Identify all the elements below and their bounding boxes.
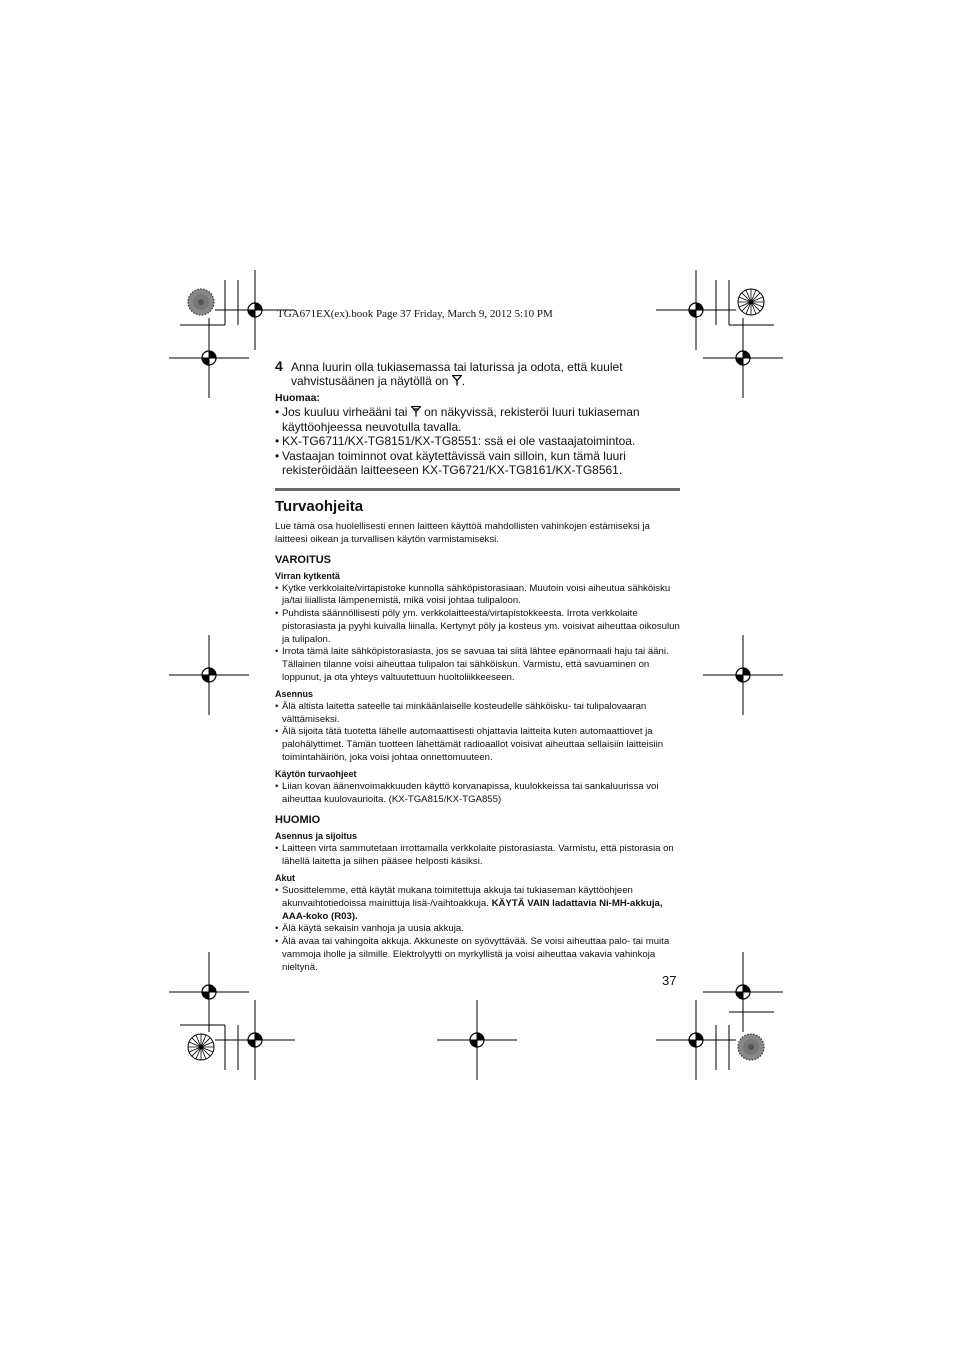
registration-mark-icon bbox=[169, 635, 249, 715]
power-list bbox=[275, 583, 680, 685]
install-heading: Asennus bbox=[275, 688, 314, 699]
color-target-icon bbox=[188, 289, 214, 315]
note-list bbox=[275, 405, 680, 478]
list-item: • Älä altista laitetta sateelle tai minkäänlaiselle kosteudelle sähköisku- tai tulipalovaaran välttämiseksi. bbox=[275, 701, 680, 727]
note-item: • Jos kuuluu virheääni tai on näkyvissä, rekisteröi luuri tukiaseman käyttöohjeessa neuvotulla tavalla. bbox=[275, 405, 680, 434]
section-title: Turvaohjeita bbox=[275, 497, 364, 515]
list-item: • Kytke verkkolaite/virtapistoke kunnolla sähköpistorasiaan. Muutoin voisi aiheutua sähköisku ja/tai liiallista lämpenemistä, mikä voisi johtaa tulipaloon. bbox=[275, 583, 680, 609]
placement-list bbox=[275, 843, 680, 869]
caution-heading: HUOMIO bbox=[275, 814, 321, 827]
note-item: • Vastaajan toiminnot ovat käytettävissä vain silloin, kun tämä luuri rekisteröidään laitteeseen KX-TG6721/KX-TG8161/KX-TG8561. bbox=[275, 449, 680, 478]
registration-mark-icon bbox=[656, 270, 736, 350]
registration-mark-icon bbox=[169, 952, 249, 1032]
batteries-heading: Akut bbox=[275, 873, 295, 884]
color-target-icon bbox=[188, 1034, 214, 1060]
list-item: • Irrota tämä laite sähköpistorasiasta, jos se savuaa tai siitä lähtee epänormaali haju tai ääni. Tällainen tilanne voisi aiheuttaa tulipalon tai sähköiskun. Varmistu, että savuaminen on loppunut, ja ota yhteys valtuutettuun huoltoliikkeeseen. bbox=[275, 646, 680, 684]
step-text-line2: vahvistusäänen ja näytöllä on . bbox=[291, 374, 466, 388]
list-item: • Laitteen virta sammutetaan irrottamalla verkkolaite pistorasiasta. Varmistu, että pistorasia on lähellä laitetta ja siihen pääsee helposti käsiksi. bbox=[275, 843, 680, 869]
registration-mark-icon bbox=[703, 635, 783, 715]
batteries-list bbox=[275, 885, 680, 975]
list-item: • Älä sijoita tätä tuotetta lähelle automaattisesti ohjattavia laitteita kuten automaattiovet ja palohälyttimet. Tämän tuotteen lähettämät radioaallot voisivat aiheuttaa sellaisiin laitteisiin toimintahäiriön, joka voisi johtaa onnettomuuteen. bbox=[275, 726, 680, 764]
section-divider bbox=[275, 488, 680, 491]
warning-heading: VAROITUS bbox=[275, 553, 332, 566]
list-item: • Liian kovan äänenvoimakkuuden käyttö korvanapissa, kuulokkeissa tai sankaluurissa voi aiheuttaa kuulovaurioita. (KX-TGA815/KX-TGA855) bbox=[275, 781, 680, 807]
print-header: TGA671EX(ex).book Page 37 Friday, March 9, 2012 5:10 PM bbox=[277, 308, 553, 320]
install-list bbox=[275, 701, 680, 765]
step-number: 4 bbox=[275, 358, 283, 374]
registration-mark-icon bbox=[437, 1000, 517, 1080]
note-title: Huomaa: bbox=[275, 392, 320, 404]
placement-heading: Asennus ja sijoitus bbox=[275, 831, 358, 842]
color-target-icon bbox=[738, 289, 764, 315]
list-item: • Älä avaa tai vahingoita akkuja. Akkuneste on syövyttävää. Se voisi aiheuttaa palo- tai muita vammoja iholle ja silmille. Elektrolyytti on myrkyllistä ja voisi aiheuttaa vakavia vahinkoja nieltynä. bbox=[275, 936, 680, 974]
section-intro: Lue tämä osa huolellisesti ennen laitteen käyttöä mahdollisten vahinkojen estämiseksi ja laitteesi oikean ja turvallisen käytön varmistamiseksi. bbox=[275, 520, 650, 545]
power-heading: Virran kytkentä bbox=[275, 570, 340, 581]
step-text-line1: Anna luurin olla tukiasemassa tai laturissa ja odota, että kuulet bbox=[291, 360, 623, 374]
antenna-icon bbox=[411, 406, 421, 417]
page-number: 37 bbox=[662, 973, 677, 988]
page-content bbox=[275, 360, 680, 975]
list-item: • Suosittelemme, että käytät mukana toimitettuja akkuja tai tukiaseman käyttöohjeen akunvaihtotiedoissa mainittuja lisä-/vaihtoakkuja. KÄYTÄ VAIN ladattavia Ni-MH-akkuja, AAA-koko (R03). bbox=[275, 885, 680, 923]
antenna-icon bbox=[452, 375, 462, 386]
registration-mark-icon bbox=[703, 952, 783, 1032]
list-item: • Älä käytä sekaisin vanhoja ja uusia akkuja. bbox=[275, 923, 680, 936]
color-target-icon bbox=[738, 1034, 764, 1060]
registration-mark-icon bbox=[215, 1000, 295, 1080]
usage-heading: Käytön turvaohjeet bbox=[275, 768, 357, 779]
registration-mark-icon bbox=[169, 318, 249, 398]
registration-mark-icon bbox=[656, 1000, 736, 1080]
usage-list bbox=[275, 781, 680, 807]
step-4 bbox=[275, 360, 680, 388]
list-item: • Puhdista säännöllisesti pöly ym. verkkolaitteesta/virtapistokkeesta. Irrota verkkolaite pistorasiasta ja pyyhi kuivalla liinalla. Kertynyt pöly ja kosteus ym. voisivat aiheuttaa oikosulun ja tulipalon. bbox=[275, 608, 680, 646]
note-item: • KX-TG6711/KX-TG8151/KX-TG8551: ssä ei ole vastaajatoimintoa. bbox=[275, 434, 680, 449]
registration-mark-icon bbox=[703, 318, 783, 398]
